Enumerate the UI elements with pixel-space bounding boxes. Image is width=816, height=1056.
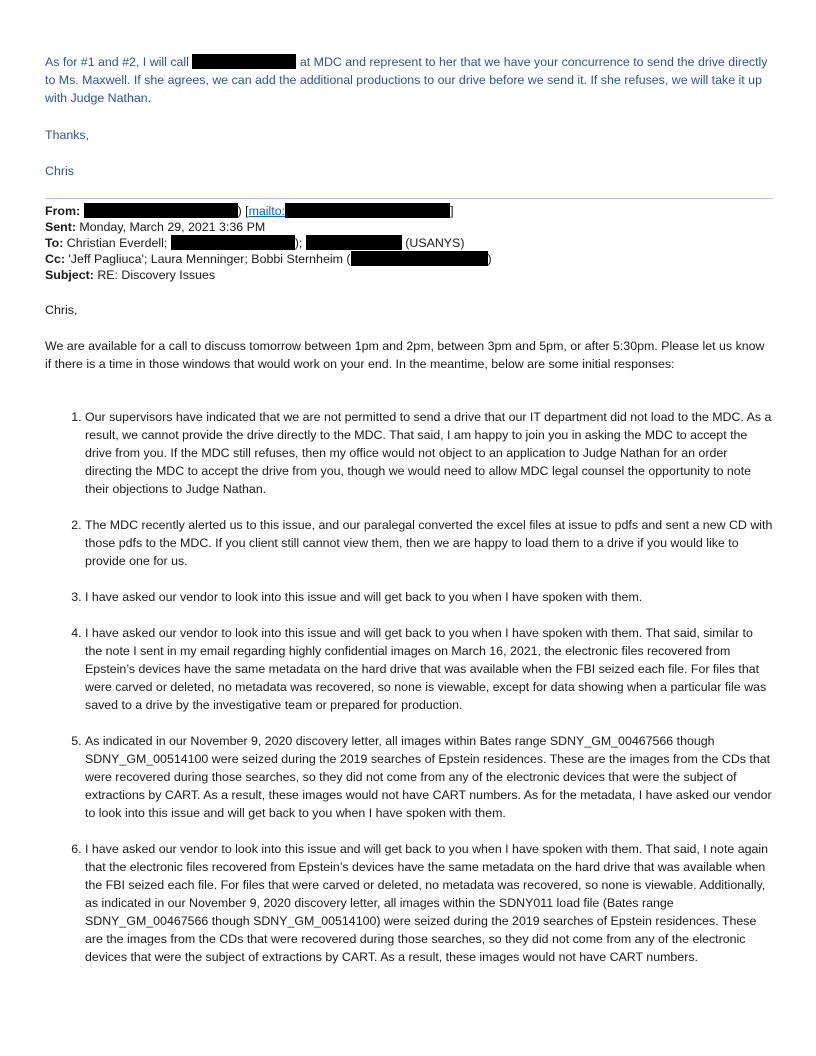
mailto-link[interactable]: mailto: — [248, 204, 286, 218]
list-item: 6. I have asked our vendor to look into this issue and will get back to you when I have spoken with them. That said, I note again that the electronic files recovered from Epstein’s devices have the same metadata on the hard drive that was available when the FBI seized each file. For files that were carved or deleted, no metadata was recovered, so none is viewable. Additionally, as indicated in our November 9, 2020 discovery letter, all images within the SDNY011 load file (Bates range SDNY_GM_00467566 though SDNY_GM_00514100) were seized during the 2019 searches of Epstein residences. These are the images from the CDs that were recovered during those searches, so they did not come from any of the electronic devices that were the subject of extractions by CART. As a result, these images would not have CART numbers. — [85, 840, 773, 966]
cc-value: 'Jeff Pagliuca'; Laura Menninger; Bobbi Sternheim ( — [64, 252, 351, 266]
to-value: Christian Everdell; — [63, 236, 171, 250]
list-item: 3. I have asked our vendor to look into this issue and will get back to you when I have spoken with them. — [85, 588, 773, 606]
subject-value: RE: Discovery Issues — [93, 268, 216, 282]
redaction-box — [84, 203, 238, 218]
list-item: 5. As indicated in our November 9, 2020 discovery letter, all images within Bates range SDNY_GM_00467566 though SDNY_GM_00514100 were seized during the 2019 searches of Epstein residences. These are the images from the CDs that were recovered during those searches, so they did not come from any of the electronic devices that were the subject of extractions by CART. As a result, these images would not have CART numbers. As for the metadata, I have asked our vendor to look into this issue and will get back to you when I have spoken with them. — [85, 732, 773, 822]
reply-text-start: As for #1 and #2, I will call — [45, 55, 189, 69]
list-item: 4. I have asked our vendor to look into this issue and will get back to you when I have spoken with them. That said, similar to the note I sent in my email regarding highly confidential images on March 16, 2021, the electronic files recovered from Epstein’s devices have the same metadata on the hard drive that was available when the FBI seized each file. For files that were carved or deleted, no metadata was recovered, so none is viewable, except for data showing when a particular file was saved to a drive by the investigative team or prepared for production. — [85, 624, 773, 714]
from-line — [45, 203, 773, 219]
redaction-box — [171, 235, 295, 250]
redaction-box — [306, 235, 402, 250]
to-separator: ); — [294, 236, 306, 250]
sent-value: Monday, March 29, 2021 3:36 PM — [75, 220, 266, 234]
list-item: 2. The MDC recently alerted us to this issue, and our paralegal converted the excel files at issue to pdfs and sent a new CD with those pdfs to the MDC. If you client still cannot view them, then we are happy to load them to a drive if you would like to provide one for us. — [85, 516, 773, 570]
to-line — [45, 235, 773, 251]
from-close: ) — [237, 204, 242, 218]
message-greeting: Chris, — [45, 303, 78, 317]
reply-signature: Chris — [45, 164, 74, 178]
cc-line — [45, 251, 773, 267]
list-item: 1. Our supervisors have indicated that we are not permitted to send a drive that our IT department did not load to the MDC. As a result, we cannot provide the drive directly to the MDC. That said, I am happy to join you in asking the MDC to accept the drive from you. If the MDC still refuses, then my office would not object to an application to Judge Nathan for an order directing the MDC to accept the drive from you, though we would need to allow MDC legal counsel the opportunity to note their objections to Judge Nathan. — [85, 408, 773, 498]
to-org: (USANYS) — [401, 236, 465, 250]
to-label: To: — [45, 236, 64, 250]
mailto-close: ] — [450, 204, 454, 218]
redaction-box — [192, 54, 296, 69]
cc-close: ) — [487, 252, 492, 266]
sent-line — [45, 219, 773, 235]
redaction-box — [351, 251, 488, 266]
reply-paragraph — [45, 53, 773, 107]
from-label: From: — [45, 204, 81, 218]
reply-thanks: Thanks, — [45, 128, 90, 142]
reply-text-rest: at MDC and represent to her that we have your concurrence to send the drive directly to Ms. Maxwell. If she agrees, we can add the additional productions to our drive before we send it. If she refuses, we will take it up with Judge Nathan. — [45, 55, 768, 105]
redaction-box — [285, 203, 450, 218]
subject-label: Subject: — [45, 268, 94, 282]
response-list — [45, 408, 773, 984]
mailto-open: [ — [241, 204, 249, 218]
message-divider — [45, 198, 773, 199]
sent-label: Sent: — [45, 220, 76, 234]
message-intro: We are available for a call to discuss tomorrow between 1pm and 2pm, between 3pm and 5pm, or after 5:30pm. Please let us know if there is a time in those windows that would work on your end. In the meantime, below are some initial responses: — [45, 339, 765, 371]
cc-label: Cc: — [45, 252, 65, 266]
subject-line — [45, 267, 773, 283]
quoted-header — [45, 203, 773, 283]
